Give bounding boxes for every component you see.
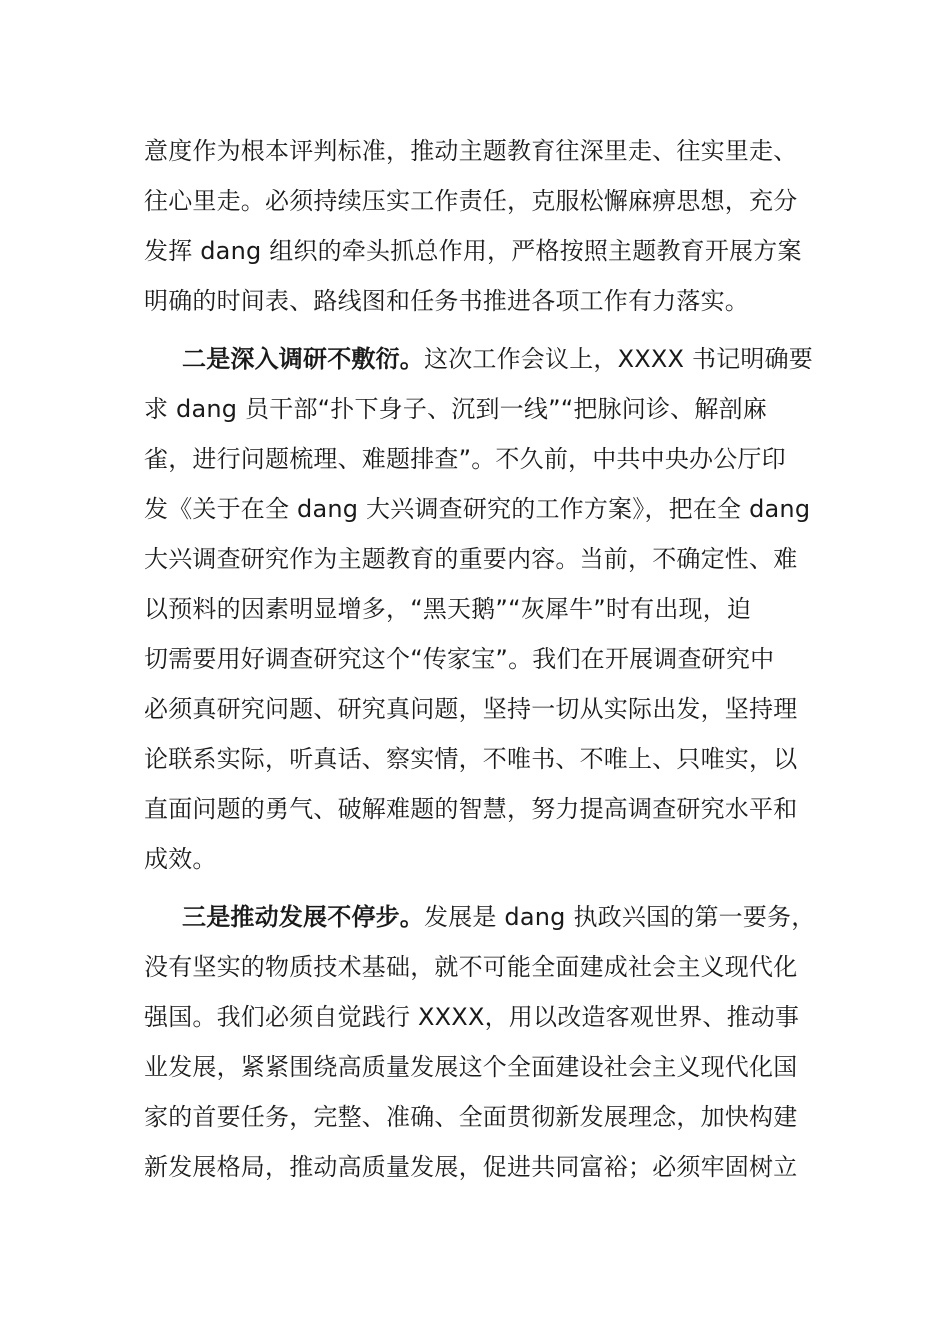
document-body — [144, 126, 816, 1192]
text-line: 论联系实际，听真话、察实情，不唯书、不唯上、只唯实，以 — [144, 745, 798, 773]
text-line: 切需要用好调查研究这个“传家宝”。我们在开展调查研究中 — [144, 645, 775, 673]
paragraph-first-line — [144, 892, 816, 942]
paragraph-3 — [144, 892, 816, 1192]
text-line: 发挥 dang 组织的牵头抓总作用，严格按照主题教育开展方案 — [144, 237, 802, 265]
text-line: 必须真研究问题、研究真问题，坚持一切从实际出发，坚持理 — [144, 695, 798, 723]
text-line: 新发展格局，推动高质量发展，促进共同富裕；必须牢固树立 — [144, 1153, 798, 1181]
text-line: 成效。 — [144, 845, 217, 873]
text-line: 意度作为根本评判标准，推动主题教育往深里走、往实里走、 — [144, 137, 798, 165]
paragraph-heading: 二是深入调研不敷衍。 — [182, 345, 424, 373]
text-line: 家的首要任务，完整、准确、全面贯彻新发展理念，加快构建 — [144, 1103, 798, 1131]
paragraph-1 — [144, 126, 804, 326]
text-line: 明确的时间表、路线图和任务书推进各项工作有力落实。 — [144, 287, 749, 315]
paragraph-heading: 三是推动发展不停步。 — [182, 903, 424, 931]
text-span: 这次工作会议上，XXXX 书记明确要 — [424, 345, 813, 373]
paragraph-2 — [144, 334, 813, 884]
text-line: 强国。我们必须自觉践行 XXXX，用以改造客观世界、推动事 — [144, 1003, 800, 1031]
text-span: 发展是 dang 执政兴国的第一要务， — [424, 903, 816, 931]
text-line: 没有坚实的物质技术基础，就不可能全面建成社会主义现代化 — [144, 953, 798, 981]
text-line: 往心里走。必须持续压实工作责任，克服松懈麻痹思想，充分 — [144, 187, 798, 215]
text-line: 以预料的因素明显增多，“黑天鹅”“灰犀牛”时有出现，迫 — [144, 595, 752, 623]
text-line: 雀，进行问题梳理、难题排查”。不久前，中共中央办公厅印 — [144, 445, 786, 473]
paragraph-first-line — [144, 334, 813, 384]
text-line: 求 dang 员干部“扑下身子、沉到一线”“把脉问诊、解剖麻 — [144, 395, 767, 423]
text-line: 直面问题的勇气、破解难题的智慧，努力提高调查研究水平和 — [144, 795, 798, 823]
text-line: 发《关于在全 dang 大兴调查研究的工作方案》，把在全 dang — [144, 495, 811, 523]
text-line: 大兴调查研究作为主题教育的重要内容。当前，不确定性、难 — [144, 545, 798, 573]
text-line: 业发展，紧紧围绕高质量发展这个全面建设社会主义现代化国 — [144, 1053, 798, 1081]
